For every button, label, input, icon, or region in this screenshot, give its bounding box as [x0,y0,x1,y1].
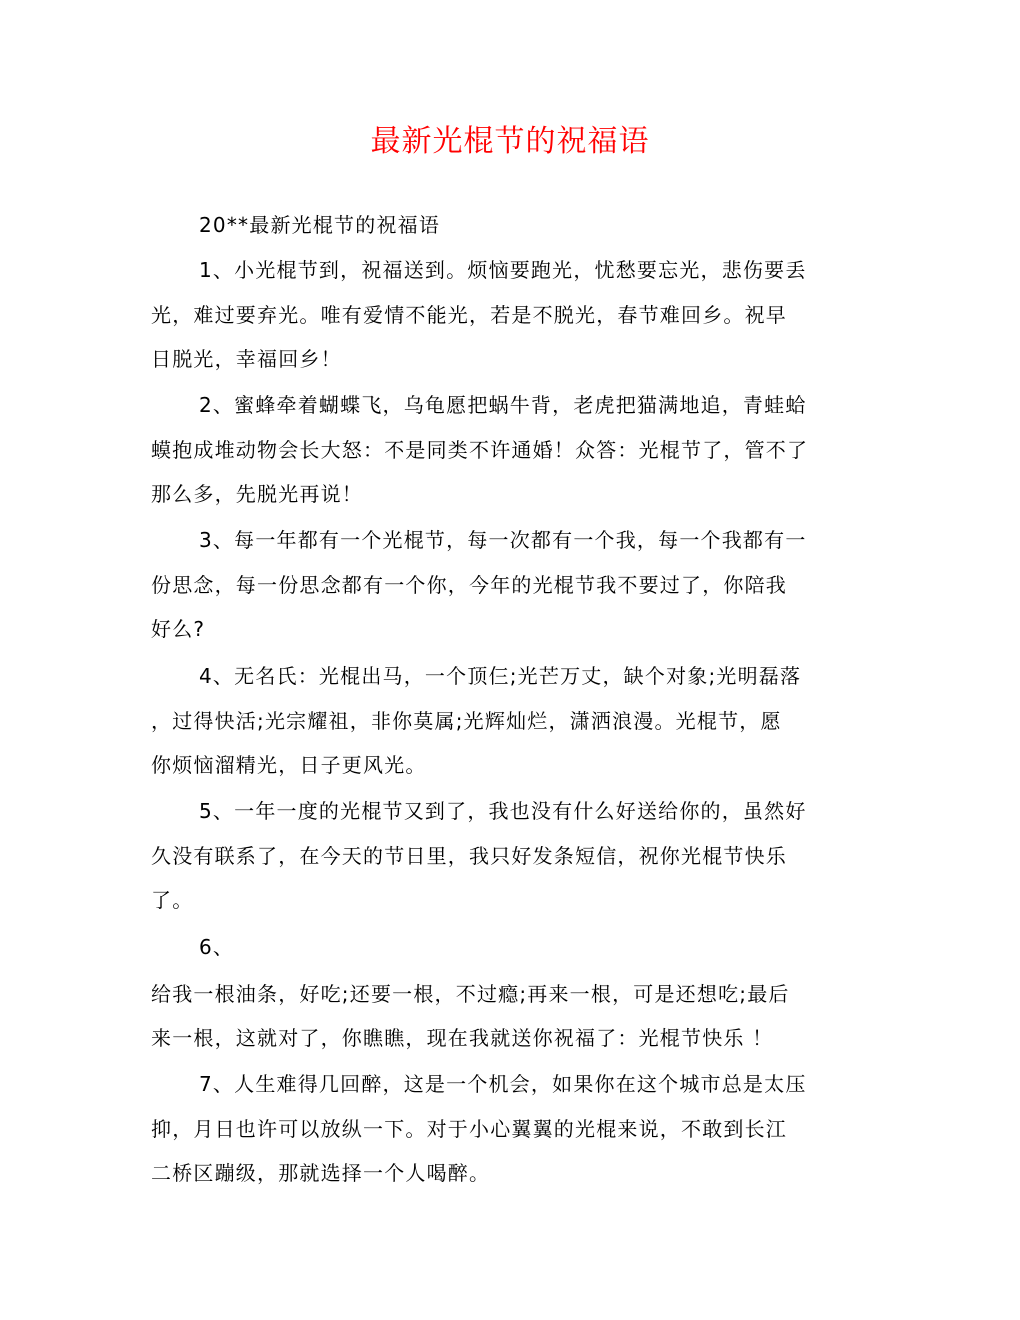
paragraph-line: 光，难过要弃光。唯有爱情不能光，若是不脱光，春节难回乡。祝早 [151,303,787,327]
paragraph-line: 2、蜜蜂牵着蝴蝶飞，乌龟愿把蜗牛背，老虎把猫满地追，青蛙蛤 [199,393,807,417]
paragraph-line: 你烦恼溜精光，日子更风光。 [151,753,427,777]
paragraph-line: 日脱光，幸福回乡！ [151,347,342,371]
paragraph-line: 抑，月日也许可以放纵一下。对于小心翼翼的光棍来说，不敢到长江 [151,1117,787,1141]
paragraph-line: 6、 [199,935,235,959]
paragraph-line: 给我一根油条，好吃;还要一根，不过瘾;再来一根，可是还想吃;最后 [151,982,790,1006]
document-subtitle: 20**最新光棍节的祝福语 [199,213,441,237]
paragraph-line: 份思念，每一份思念都有一个你，今年的光棍节我不要过了，你陪我 [151,573,787,597]
paragraph-line: ，过得快活;光宗耀祖，非你莫属;光辉灿烂，潇洒浪漫。光棍节，愿 [151,709,782,733]
paragraph-line: 7、人生难得几回醉，这是一个机会，如果你在这个城市总是太压 [199,1072,807,1096]
paragraph-line: 久没有联系了，在今天的节日里，我只好发条短信，祝你光棍节快乐 [151,844,787,868]
paragraph-line: 蟆抱成堆动物会长大怒：不是同类不许通婚！众答：光棍节了，管不了 [151,438,809,462]
paragraph-line: 好么? [151,617,206,641]
paragraph-line: 1、小光棍节到，祝福送到。烦恼要跑光，忧愁要忘光，悲伤要丢 [199,258,807,282]
paragraph-line: 来一根，这就对了，你瞧瞧，现在我就送你祝福了：光棍节快乐 ！ [151,1026,774,1050]
paragraph-line: 二桥区蹦级，那就选择一个人喝醉。 [151,1161,491,1185]
paragraph-line: 5、一年一度的光棍节又到了，我也没有什么好送给你的，虽然好 [199,799,807,823]
paragraph-line: 了。 [151,888,194,912]
paragraph-line: 那么多，先脱光再说！ [151,482,363,506]
paragraph-line: 3、每一年都有一个光棍节，每一次都有一个我，每一个我都有一 [199,528,807,552]
paragraph-line: 4、无名氏：光棍出马，一个顶仨;光芒万丈，缺个对象;光明磊落 [199,664,802,688]
document-title: 最新光棍节的祝福语 [370,124,650,159]
